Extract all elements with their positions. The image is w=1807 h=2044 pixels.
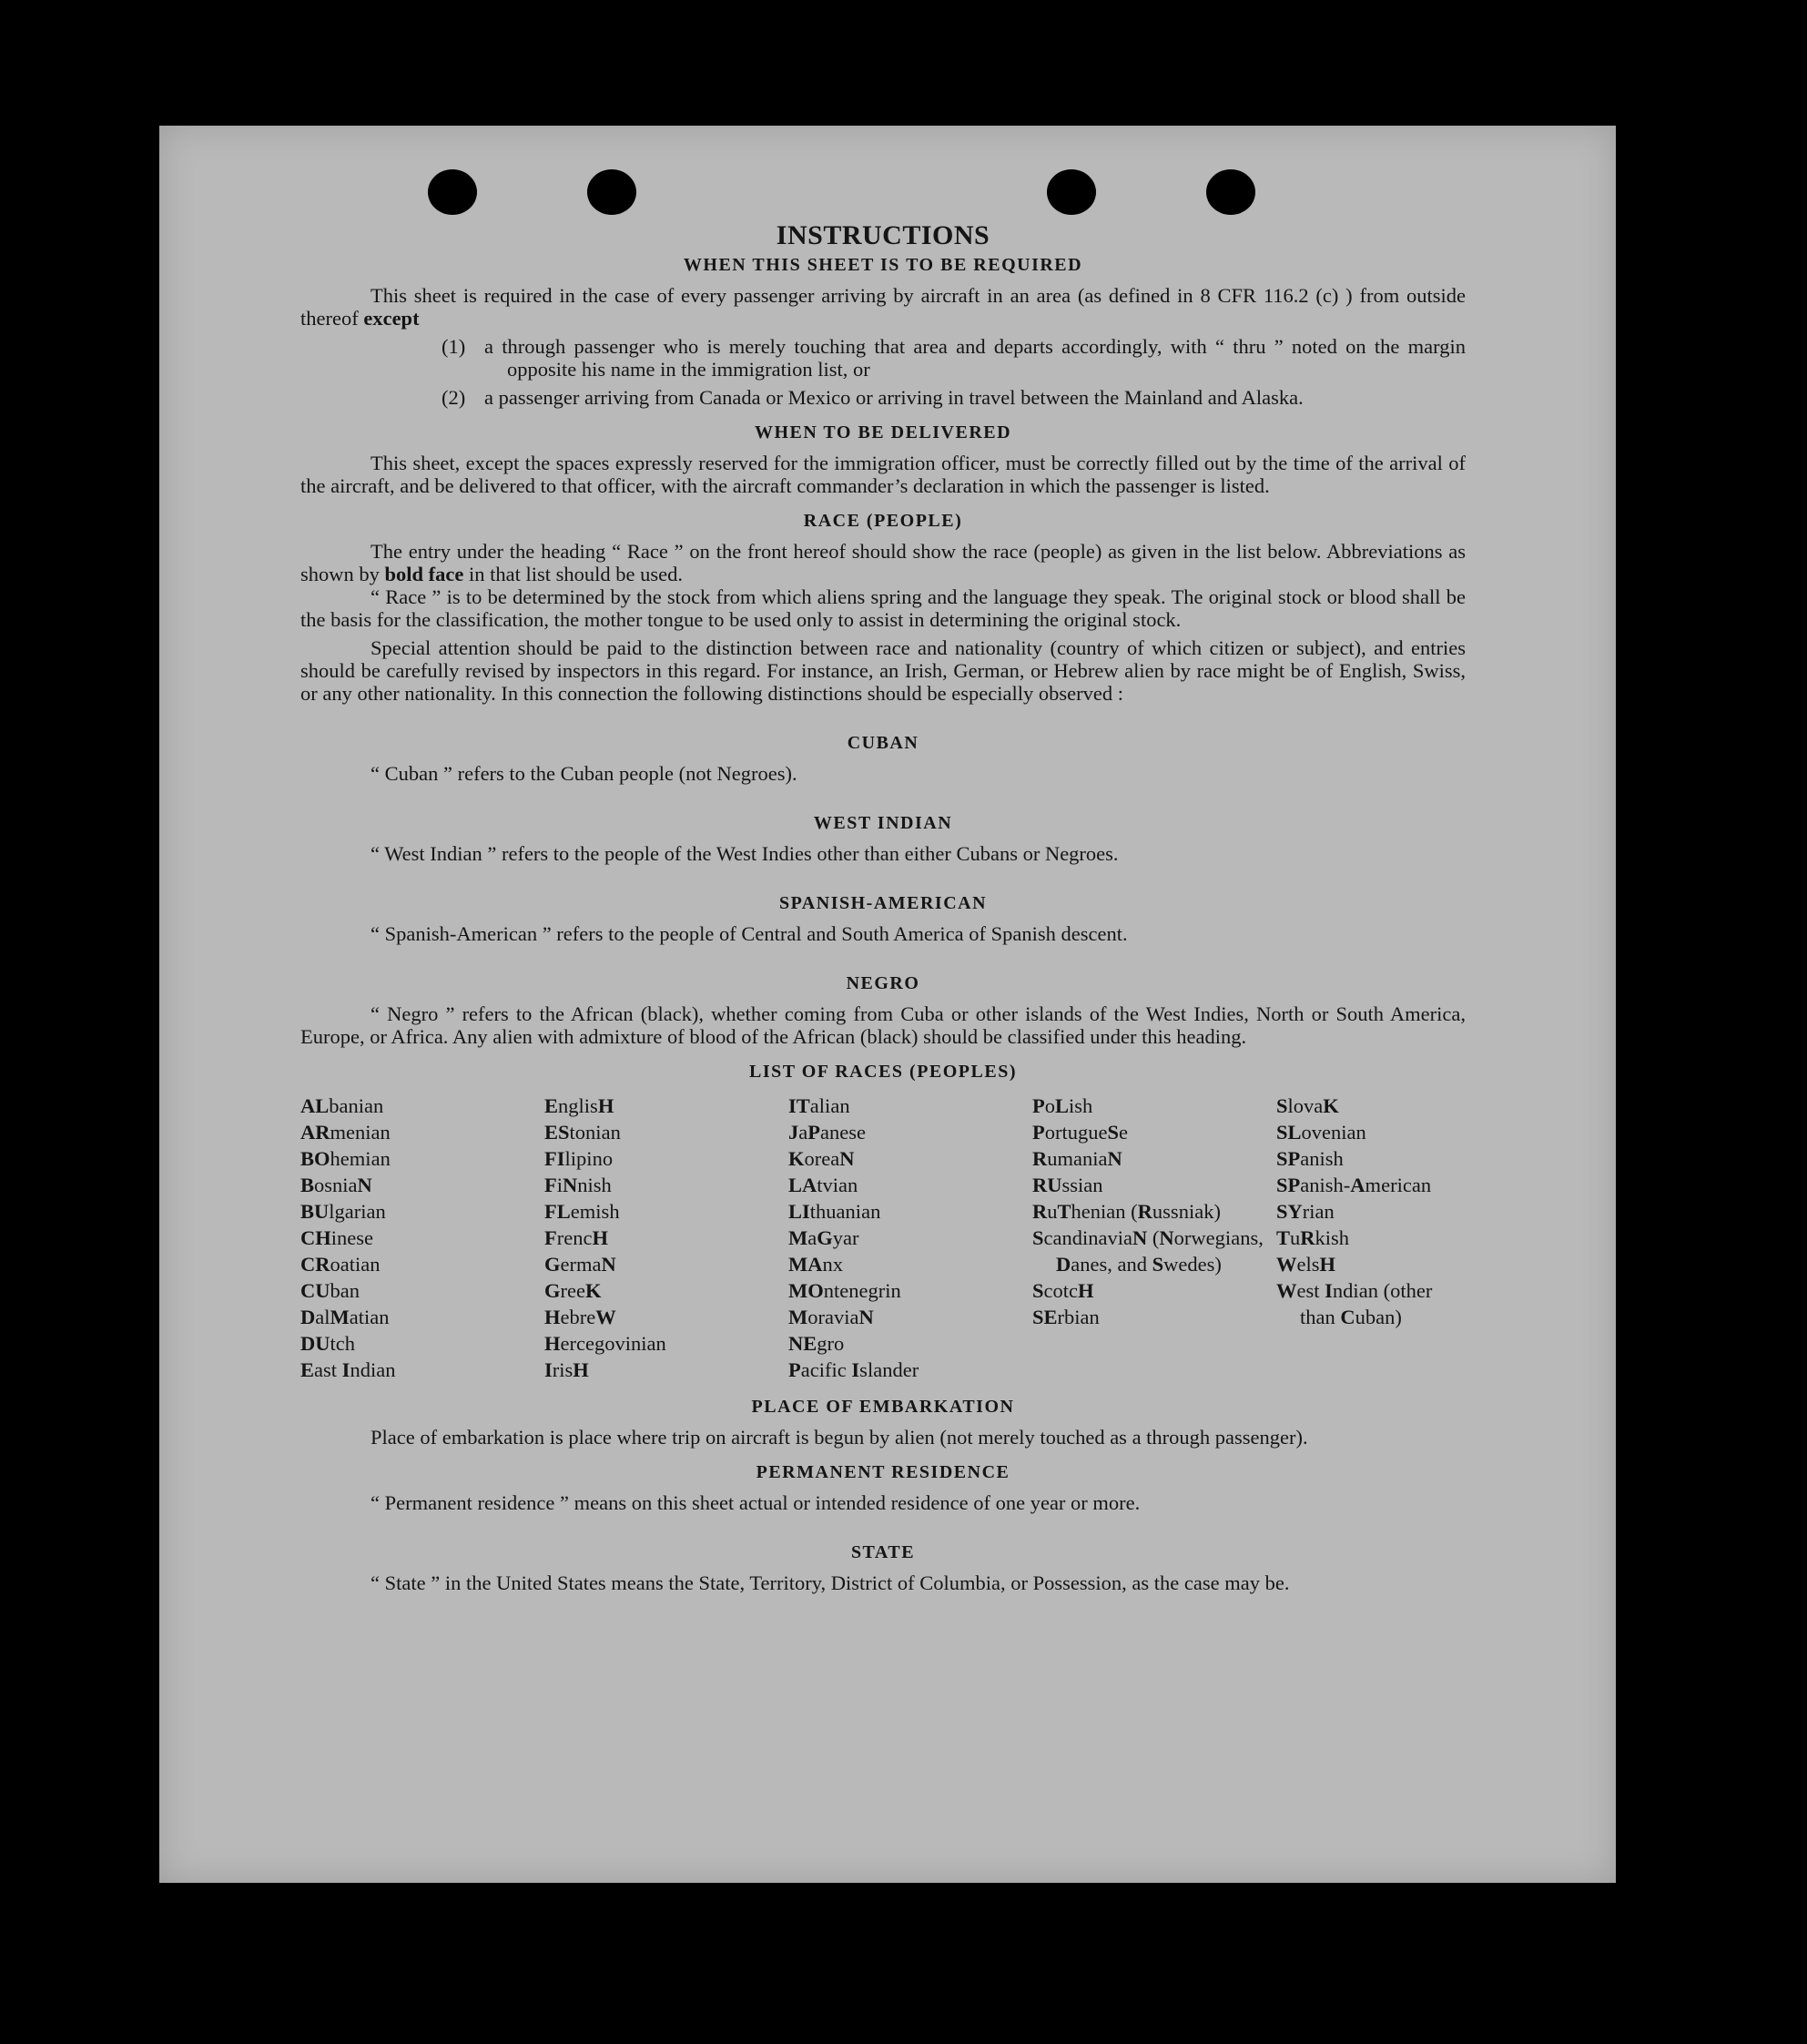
section-heading-when-required: WHEN THIS SHEET IS TO BE REQUIRED [683, 255, 1083, 275]
race-entry: ALbanian [300, 1094, 384, 1117]
exception-item-1: (1) a through passenger who is merely touching that area and departs accordingly, with “ thru ” noted on the margin opposite his name in the immigration list, or [442, 335, 1466, 381]
race-entry: ScotcH [1032, 1279, 1094, 1302]
west-indian-text: “ West Indian ” refers to the people of the West Indies other than either Cubans or Negroes. [371, 842, 1119, 865]
race-entry: SPanish-American [1276, 1174, 1432, 1196]
section-heading-state: STATE [850, 1542, 916, 1562]
race-entry: PoLish [1032, 1094, 1093, 1117]
when-required-intro: This sheet is required in the case of every passenger arriving by aircraft in an area (as defined in 8 CFR 116.2 (c) ) from outside thereof except [300, 284, 1466, 330]
punch-hole [1047, 169, 1096, 215]
race-entry: WelsH [1276, 1253, 1336, 1276]
race-entry: EnglisH [544, 1094, 614, 1117]
section-heading-spanish-american: SPANISH-AMERICAN [778, 893, 988, 913]
race-entry: FrencH [544, 1226, 609, 1249]
race-entry: CUban [300, 1279, 360, 1302]
state-text: “ State ” in the United States means the State, Territory, District of Columbia, or Possession, as the case may be. [371, 1571, 1290, 1594]
race-paragraph-1: The entry under the heading “ Race ” on the front hereof should show the race (people) as given in the list below. Abbreviations as shown by bold face in that list should be used. [300, 540, 1466, 585]
race-entry: KoreaN [788, 1147, 855, 1170]
race-entry: FiNnish [544, 1174, 612, 1196]
race-entry: SlovaK [1276, 1094, 1339, 1117]
punch-hole [428, 169, 477, 215]
races-column [1276, 1093, 1469, 1383]
race-entry: MoraviaN [788, 1306, 874, 1328]
race-entry: MaGyar [788, 1226, 859, 1249]
race-entry: LIthuanian [788, 1200, 881, 1223]
race-entry: PortugueSe [1032, 1121, 1129, 1144]
race-entry: MOntenegrin [788, 1279, 901, 1302]
race-entry: CHinese [300, 1226, 374, 1249]
races-list [300, 1093, 1466, 1383]
section-heading-when-delivered: WHEN TO BE DELIVERED [754, 422, 1012, 442]
punch-hole [1206, 169, 1255, 215]
race-paragraph-3: Special attention should be paid to the distinction between race and nationality (country of which citizen or subject), and entries should be carefully revised by inspectors in this regard. For instance, an Irish, German, or Hebrew alien by race might be of English, Swiss, or any other nationality. In this connection the following distinctions should be especially observed : [300, 636, 1466, 705]
when-delivered-text: This sheet, except the spaces expressly reserved for the immigration officer, must be correctly filled out by the time of the arrival of the aircraft, and be delivered to that officer, with the aircraft commander’s declaration in which the passenger is listed. [300, 452, 1466, 497]
race-entry: ScandinaviaN (Norwegians, Danes, and Swedes) [1032, 1226, 1264, 1276]
section-heading-negro: NEGRO [846, 973, 920, 993]
races-column [300, 1093, 544, 1383]
negro-text: “ Negro ” refers to the African (black), whether coming from Cuba or other islands of the West Indies, North or South America, Europe, or Africa. Any alien with admixture of blood of the African (black) should be classified under this heading. [300, 1002, 1466, 1048]
section-heading-race: RACE (PEOPLE) [803, 511, 963, 531]
race-entry: JaPanese [788, 1121, 867, 1144]
race-entry: ITalian [788, 1094, 850, 1117]
section-heading-west-indian: WEST INDIAN [813, 813, 953, 833]
section-heading-embarkation: PLACE OF EMBARKATION [751, 1397, 1015, 1417]
races-column [788, 1093, 1032, 1383]
race-entry: BOhemian [300, 1147, 391, 1170]
spanish-american-text: “ Spanish-American ” refers to the people of Central and South America of Spanish descent. [371, 922, 1128, 945]
races-column [544, 1093, 788, 1383]
section-heading-list-of-races: LIST OF RACES (PEOPLES) [748, 1062, 1017, 1082]
race-entry: RumaniaN [1032, 1147, 1122, 1170]
page-title: INSTRUCTIONS [776, 220, 990, 250]
race-entry: SYrian [1276, 1200, 1335, 1223]
race-entry: DUtch [300, 1332, 356, 1355]
embarkation-text: Place of embarkation is place where trip on aircraft is begun by alien (not merely touched as a through passenger). [371, 1426, 1308, 1449]
race-entry: HebreW [544, 1306, 616, 1328]
race-entry: West Indian (other than Cuban) [1276, 1279, 1433, 1328]
race-paragraph-2: “ Race ” is to be determined by the stock from which aliens spring and the language they speak. The original stock or blood shall be the basis for the classification, the mother tongue to be used only to assist in determining the original stock. [300, 585, 1466, 631]
race-entry: ARmenian [300, 1121, 391, 1144]
race-entry: BUlgarian [300, 1200, 386, 1223]
race-entry: Pacific Islander [788, 1358, 919, 1381]
race-entry: RUssian [1032, 1174, 1103, 1196]
race-entry: DalMatian [300, 1306, 390, 1328]
race-entry: MAnx [788, 1253, 843, 1276]
section-heading-cuban: CUBAN [847, 733, 919, 753]
race-entry: RuThenian (Russniak) [1032, 1200, 1221, 1223]
race-entry: Hercegovinian [544, 1332, 666, 1355]
race-entry: IrisH [544, 1358, 589, 1381]
race-entry: LAtvian [788, 1174, 858, 1196]
race-entry: GermaN [544, 1253, 616, 1276]
race-entry: CRoatian [300, 1253, 381, 1276]
instructions-content [300, 220, 1466, 1594]
race-entry: NEgro [788, 1332, 845, 1355]
cuban-text: “ Cuban ” refers to the Cuban people (not Negroes). [371, 762, 797, 785]
race-entry: TuRkish [1276, 1226, 1350, 1249]
race-entry: East Indian [300, 1358, 396, 1381]
races-column [1032, 1093, 1276, 1383]
race-entry: FIlipino [544, 1147, 614, 1170]
race-entry: SLovenian [1276, 1121, 1366, 1144]
race-entry: GreeK [544, 1279, 602, 1302]
section-heading-permanent-residence: PERMANENT RESIDENCE [756, 1462, 1010, 1482]
document-sheet [159, 126, 1616, 1883]
race-entry: BosniaN [300, 1174, 372, 1196]
permanent-residence-text: “ Permanent residence ” means on this sheet actual or intended residence of one year or more. [371, 1491, 1141, 1514]
exception-item-2: (2) a passenger arriving from Canada or Mexico or arriving in travel between the Mainland and Alaska. [442, 386, 1304, 409]
race-entry: FLemish [544, 1200, 620, 1223]
punch-hole [587, 169, 636, 215]
race-entry: SPanish [1276, 1147, 1344, 1170]
race-entry: EStonian [544, 1121, 621, 1144]
race-entry: SErbian [1032, 1306, 1100, 1328]
